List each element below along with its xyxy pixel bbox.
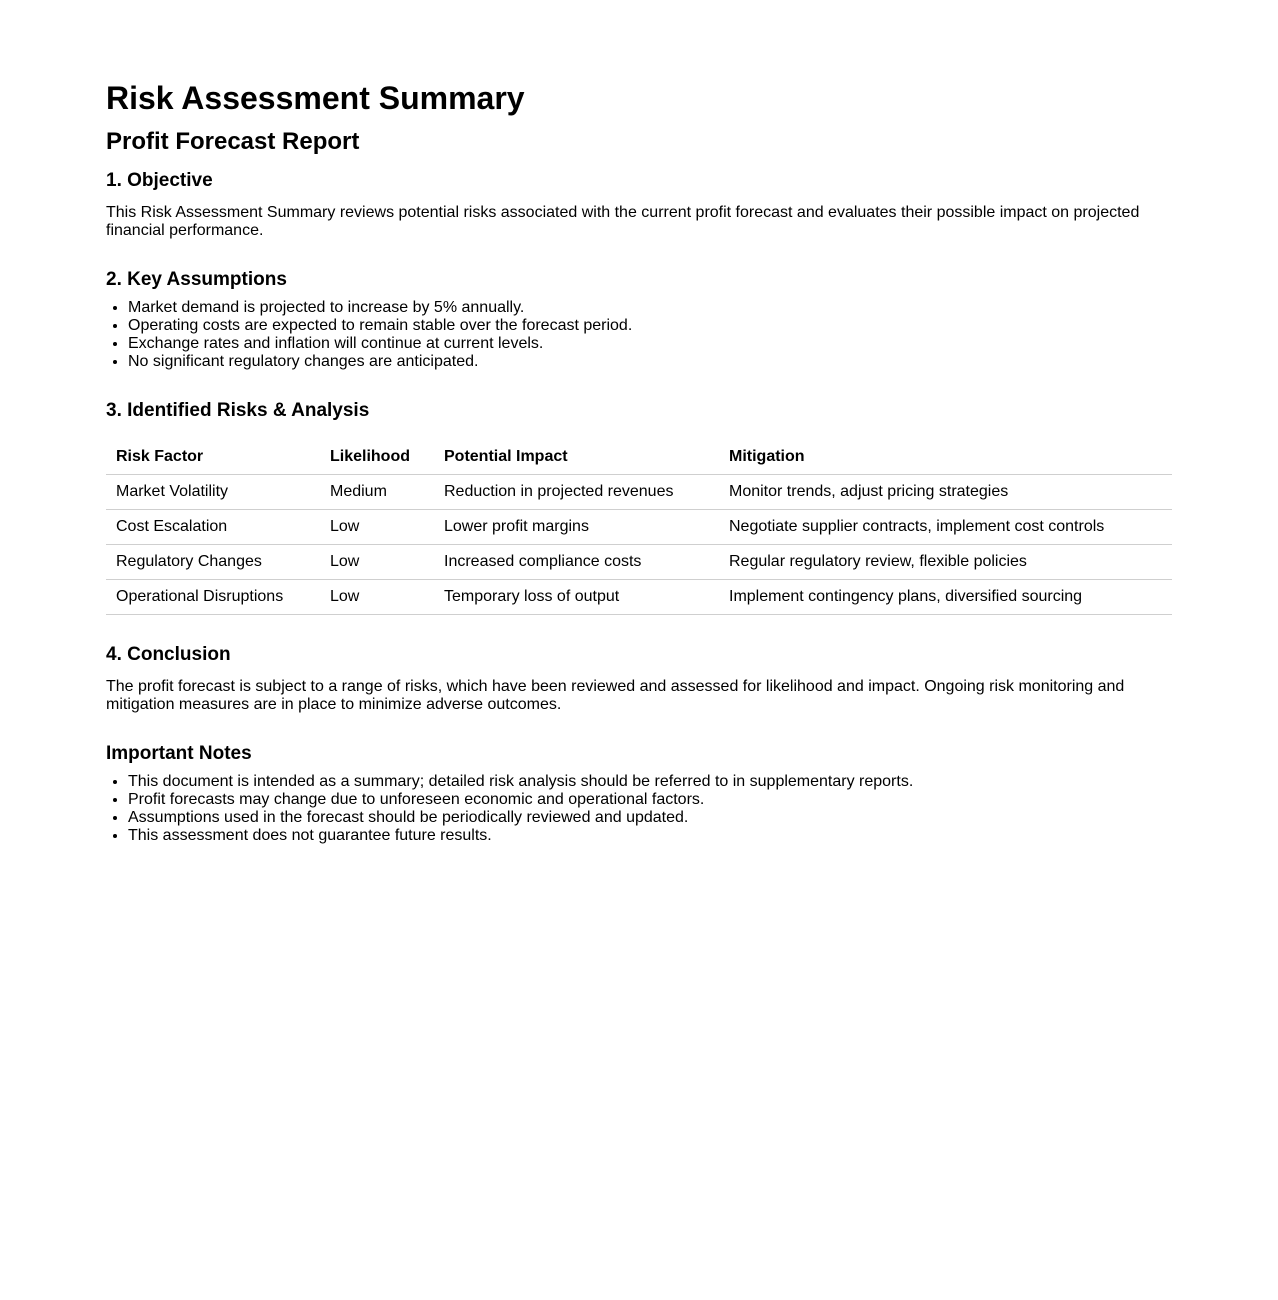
- risks-table: [106, 440, 1172, 615]
- list-item: • Market demand is projected to increase by 5% annually.: [128, 299, 1172, 317]
- table-cell: Regular regulatory review, flexible policies: [719, 545, 1172, 580]
- page-title: Risk Assessment Summary: [106, 80, 525, 116]
- table-cell: Operational Disruptions: [106, 580, 320, 615]
- list-item: • Operating costs are expected to remain stable over the forecast period.: [128, 317, 1172, 335]
- table-cell: Low: [320, 545, 434, 580]
- objective-section: [106, 168, 1172, 240]
- table-cell: Increased compliance costs: [434, 545, 719, 580]
- notes-section: [106, 741, 1172, 845]
- table-cell: Lower profit margins: [434, 510, 719, 545]
- conclusion-heading: 4. Conclusion: [106, 644, 231, 665]
- table-cell: Market Volatility: [106, 475, 320, 510]
- table-cell: Medium: [320, 475, 434, 510]
- risks-heading: 3. Identified Risks & Analysis: [106, 400, 370, 421]
- column-header: Mitigation: [719, 440, 1172, 475]
- table-cell: Reduction in projected revenues: [434, 475, 719, 510]
- conclusion-section: [106, 642, 1172, 714]
- list-item: • Profit forecasts may change due to unforeseen economic and operational factors.: [128, 791, 1172, 809]
- risks-section: [106, 398, 1172, 615]
- table-cell: Low: [320, 580, 434, 615]
- page-subtitle: Profit Forecast Report: [106, 128, 360, 155]
- assumptions-section: [106, 267, 1172, 371]
- notes-heading: Important Notes: [106, 743, 252, 764]
- column-header: Potential Impact: [434, 440, 719, 475]
- table-row: [106, 475, 1172, 510]
- assumptions-heading: 2. Key Assumptions: [106, 269, 287, 290]
- table-cell: Low: [320, 510, 434, 545]
- column-header: Risk Factor: [106, 440, 320, 475]
- list-item: • This document is intended as a summary; detailed risk analysis should be referred to in supplementary reports.: [128, 773, 1172, 791]
- list-item: • This assessment does not guarantee future results.: [128, 827, 1172, 845]
- conclusion-text: The profit forecast is subject to a range of risks, which have been reviewed and assessed for likelihood and impact. Ongoing risk monitoring and mitigation measures are in place to minimize adverse outcomes.: [106, 678, 1125, 713]
- table-cell: Regulatory Changes: [106, 545, 320, 580]
- table-cell: Implement contingency plans, diversified sourcing: [719, 580, 1172, 615]
- objective-heading: 1. Objective: [106, 170, 213, 191]
- column-header: Likelihood: [320, 440, 434, 475]
- list-item: • Exchange rates and inflation will continue at current levels.: [128, 335, 1172, 353]
- objective-text: This Risk Assessment Summary reviews potential risks associated with the current profit forecast and evaluates their possible impact on projected financial performance.: [106, 204, 1140, 239]
- table-row: [106, 510, 1172, 545]
- notes-list: [106, 773, 1172, 845]
- table-header-row: [106, 440, 1172, 475]
- table-cell: Temporary loss of output: [434, 580, 719, 615]
- list-item: • No significant regulatory changes are anticipated.: [128, 353, 1172, 371]
- table-cell: Negotiate supplier contracts, implement cost controls: [719, 510, 1172, 545]
- list-item: • Assumptions used in the forecast should be periodically reviewed and updated.: [128, 809, 1172, 827]
- table-cell: Cost Escalation: [106, 510, 320, 545]
- table-cell: Monitor trends, adjust pricing strategies: [719, 475, 1172, 510]
- assumptions-list: [106, 299, 1172, 371]
- table-row: [106, 545, 1172, 580]
- table-row: [106, 580, 1172, 615]
